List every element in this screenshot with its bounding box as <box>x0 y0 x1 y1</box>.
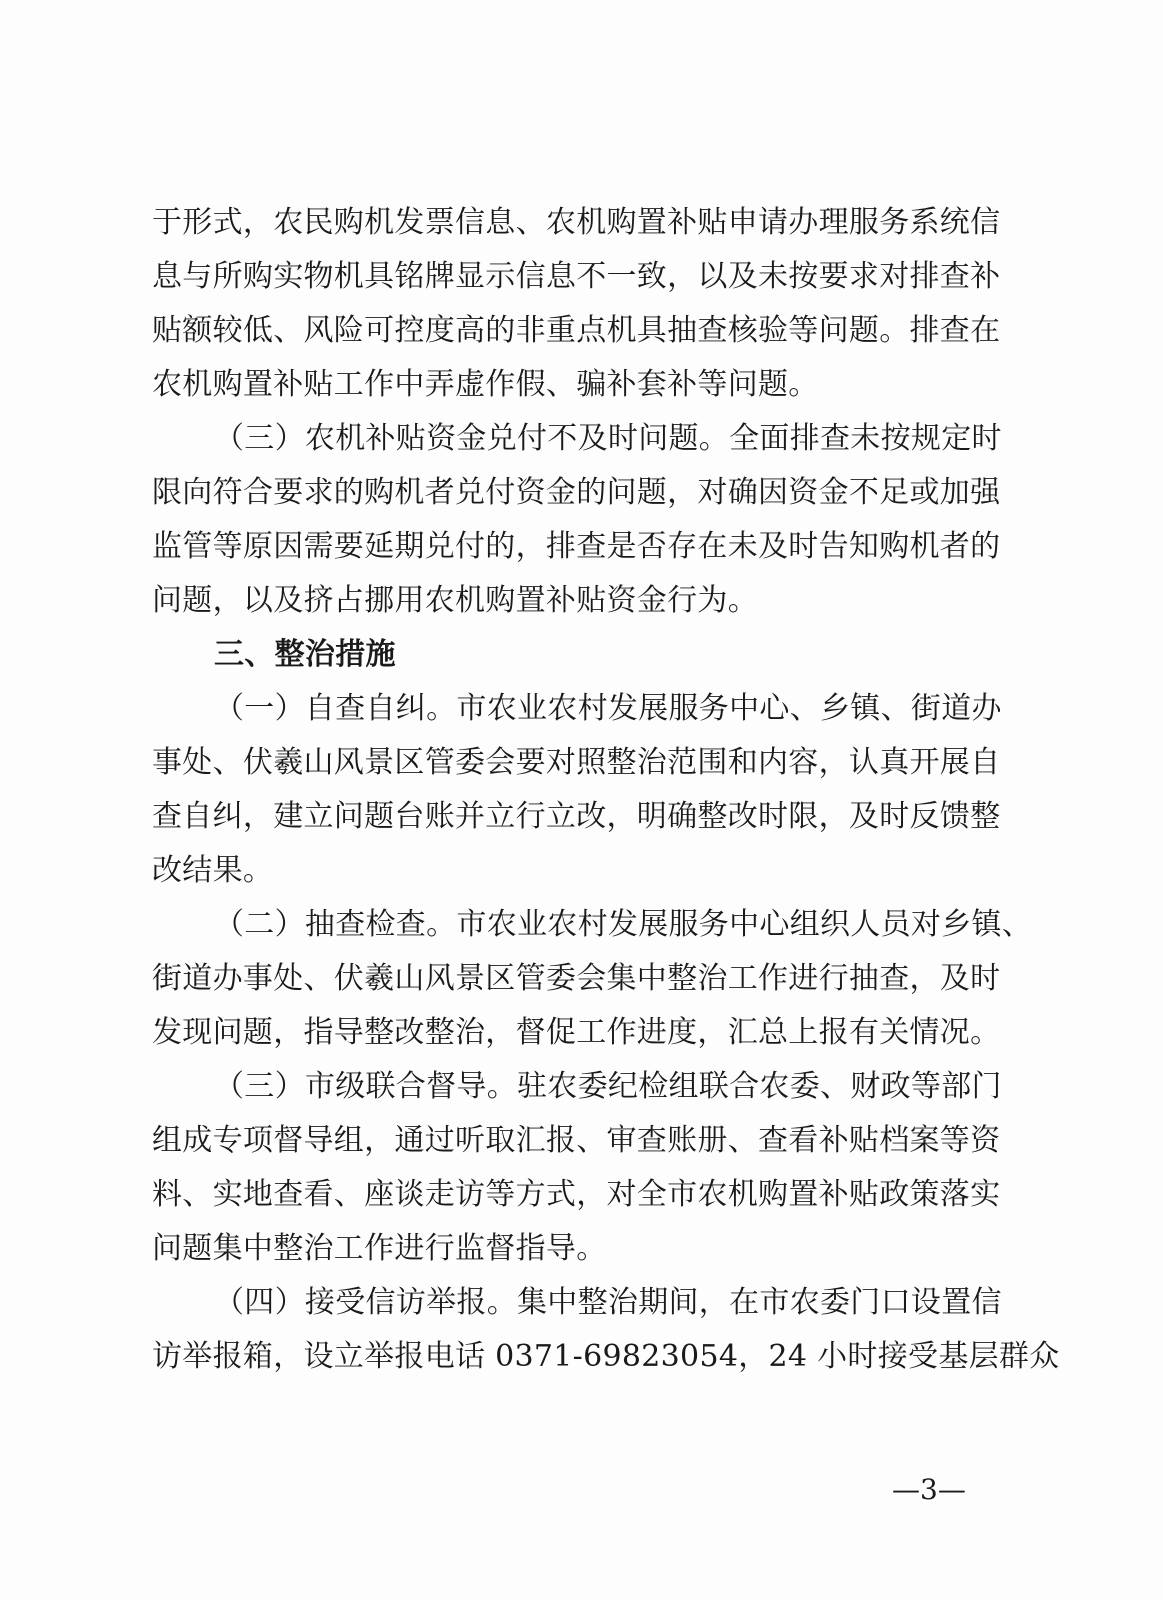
text-line: 访举报箱，设立举报电话 0371-69823054，24 小时接受基层群众 <box>152 1339 1060 1374</box>
text-line: 事处、伏羲山风景区管委会要对照整治范围和内容，认真开展自 <box>152 745 1001 780</box>
paragraph-start-line: （四）接受信访举报。集中整治期间，在市农委门口设置信 <box>214 1285 1002 1320</box>
text-line: 街道办事处、伏羲山风景区管委会集中整治工作进行抽查，及时 <box>152 961 1001 996</box>
section-heading: 三、整治措施 <box>214 637 396 672</box>
page-number: —3— <box>892 1473 966 1506</box>
document-body <box>152 196 1060 1384</box>
text-line: 查自纠，建立问题台账并立行立改，明确整改时限，及时反馈整 <box>152 799 1001 834</box>
paragraph-start-line: （三）农机补贴资金兑付不及时问题。全面排查未按规定时 <box>214 421 1002 456</box>
text-line: 改结果。 <box>152 853 274 888</box>
text-line: 监管等原因需要延期兑付的，排查是否存在未及时告知购机者的 <box>152 529 1001 564</box>
text-line: 贴额较低、风险可控度高的非重点机具抽查核验等问题。排查在 <box>152 313 1001 348</box>
text-line: 于形式，农民购机发票信息、农机购置补贴申请办理服务系统信 <box>152 205 1001 240</box>
text-line: 息与所购实物机具铭牌显示信息不一致，以及未按要求对排查补 <box>152 259 1001 294</box>
text-line: 问题，以及挤占挪用农机购置补贴资金行为。 <box>152 583 758 618</box>
text-line: 料、实地查看、座谈走访等方式，对全市农机购置补贴政策落实 <box>152 1177 1001 1212</box>
paragraph-start-line: （二）抽查检查。市农业农村发展服务中心组织人员对乡镇、 <box>214 907 1033 942</box>
paragraph-start-line: （一）自查自纠。市农业农村发展服务中心、乡镇、街道办 <box>214 691 1002 726</box>
text-line: 限向符合要求的购机者兑付资金的问题，对确因资金不足或加强 <box>152 475 1001 510</box>
text-line: 问题集中整治工作进行监督指导。 <box>152 1231 607 1266</box>
paragraph-start-line: （三）市级联合督导。驻农委纪检组联合农委、财政等部门 <box>214 1069 1002 1104</box>
text-line: 组成专项督导组，通过听取汇报、审查账册、查看补贴档案等资 <box>152 1123 1001 1158</box>
text-line: 农机购置补贴工作中弄虚作假、骗补套补等问题。 <box>152 367 819 402</box>
text-line: 发现问题，指导整改整治，督促工作进度，汇总上报有关情况。 <box>152 1015 1001 1050</box>
